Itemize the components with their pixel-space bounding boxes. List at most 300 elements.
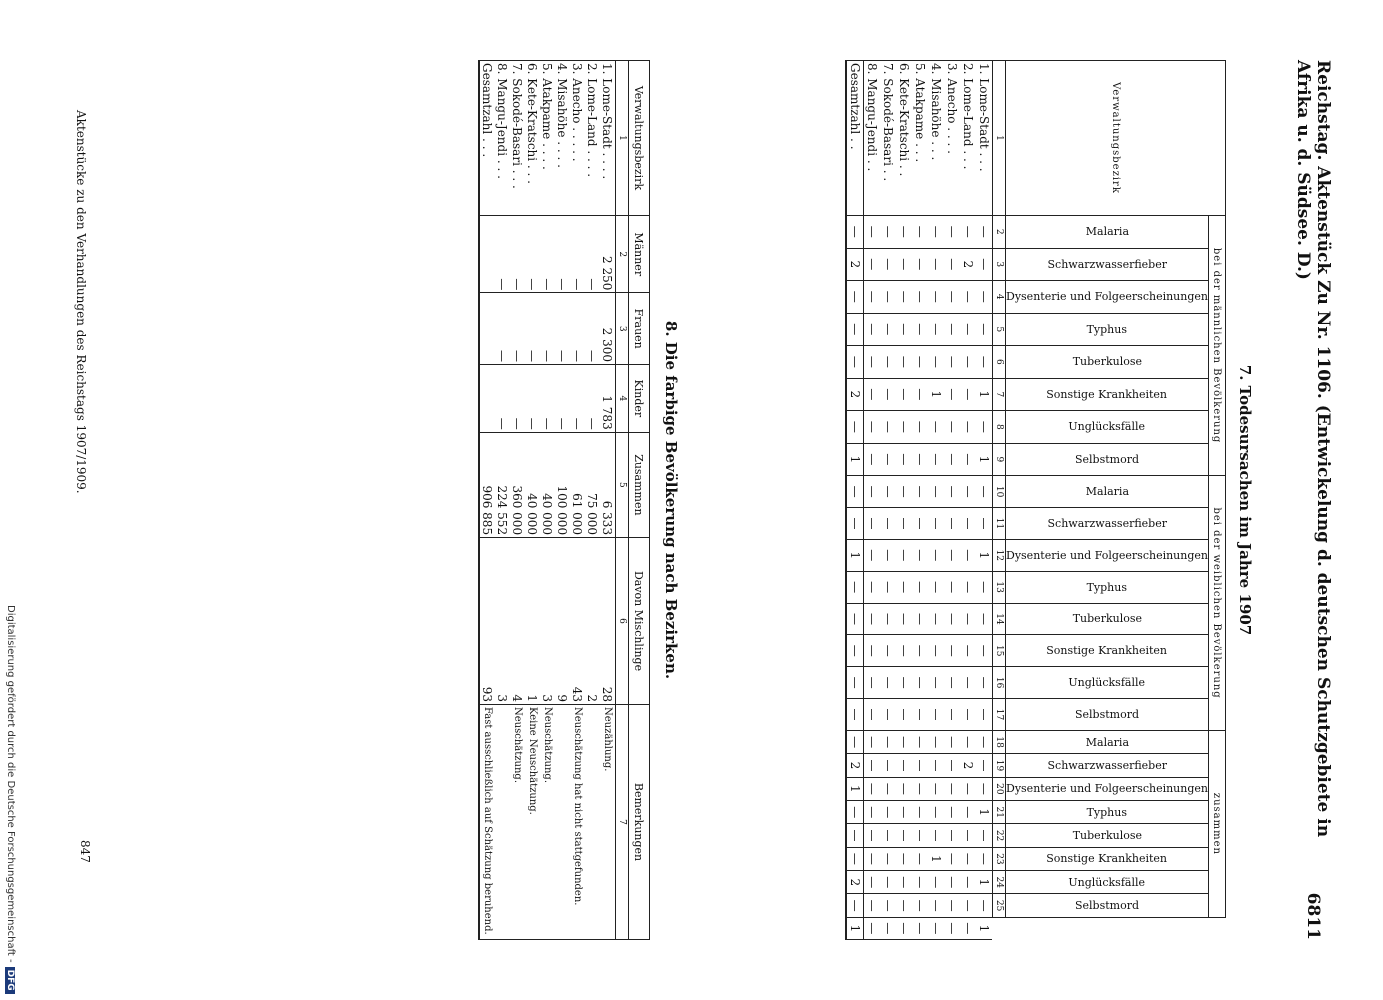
district-name: 4. Misahöhe . . . . <box>555 61 570 216</box>
cause-label: Unglücksfälle <box>1068 420 1146 434</box>
cell-value: — <box>864 754 881 777</box>
total-value: 40 000 <box>525 432 540 537</box>
group-female-header: bei der weiblichen Bevölkerung <box>1209 476 1226 731</box>
district-name: 8. Mangu-Jendi . . . <box>495 61 510 216</box>
cause-label: Typhus <box>1086 322 1128 336</box>
cell-value: — <box>864 603 881 635</box>
cell-value: — <box>846 824 864 847</box>
cause-header <box>1006 539 1209 571</box>
cell-value: — <box>896 777 912 800</box>
cell-value: — <box>846 346 864 379</box>
column-number: 11 <box>993 508 1006 540</box>
cell-value: — <box>896 508 912 540</box>
cell-value: 1 <box>976 443 993 476</box>
cell-value: — <box>880 754 896 777</box>
children-value: — <box>540 365 555 433</box>
cell-value: — <box>976 281 993 314</box>
cell-value: — <box>944 313 960 346</box>
mixed-value: 43 <box>570 538 585 705</box>
women-value: — <box>585 293 600 365</box>
cell-value: — <box>976 508 993 540</box>
district-name: 8. Mangu-Jendi . . <box>864 61 881 216</box>
cell-value: — <box>928 346 944 379</box>
cell-value: — <box>944 635 960 667</box>
cell-value: — <box>912 346 928 379</box>
total-value: 100 000 <box>555 432 570 537</box>
mixed-value: 9 <box>555 538 570 705</box>
cell-value: 2 <box>846 248 864 281</box>
children-value: — <box>495 365 510 433</box>
cell-value: — <box>928 508 944 540</box>
men-value: — <box>510 216 525 293</box>
cell-value: — <box>896 281 912 314</box>
total-row <box>479 61 495 940</box>
cell-value: — <box>912 443 928 476</box>
cell-value: — <box>928 411 944 444</box>
cause-header <box>1006 667 1209 699</box>
cause-header <box>1006 801 1209 824</box>
children-value: — <box>510 365 525 433</box>
cell-value: — <box>976 571 993 603</box>
cell-value: — <box>960 443 976 476</box>
cell-value: — <box>960 346 976 379</box>
table-row <box>960 61 976 940</box>
district-name: 7. Sokodé-Basari . . . <box>510 61 525 216</box>
children-value: — <box>555 365 570 433</box>
cell-value: — <box>960 571 976 603</box>
table-row <box>570 61 585 940</box>
cell-value: — <box>944 248 960 281</box>
table-row <box>864 61 881 940</box>
remark: Keine Neuschätzung. <box>525 705 540 940</box>
cell-value: — <box>912 281 928 314</box>
remark: Neuschätzung hat nicht stattgefunden. <box>570 705 585 940</box>
cell-value: — <box>960 281 976 314</box>
cell-value: — <box>928 539 944 571</box>
cell-value: — <box>928 667 944 699</box>
cell-value: — <box>944 699 960 731</box>
cell-value: — <box>960 476 976 508</box>
men-value: — <box>495 216 510 293</box>
cell-value: — <box>912 894 928 917</box>
column-header: Bemerkungen <box>629 705 650 940</box>
cell-value: — <box>880 667 896 699</box>
cell-value: 2 <box>960 248 976 281</box>
cell-value: — <box>864 411 881 444</box>
cell-value: — <box>896 216 912 249</box>
cell-value: 1 <box>976 917 993 939</box>
cell-value: — <box>976 346 993 379</box>
district-name: 5. Atakpame . . . <box>912 61 928 216</box>
children-value: — <box>525 365 540 433</box>
cell-value: — <box>960 699 976 731</box>
cell-value: — <box>864 313 881 346</box>
cause-label: Dysenterie und Folgeerscheinungen <box>1006 548 1208 562</box>
cell-value: 2 <box>846 378 864 411</box>
men-value: — <box>525 216 540 293</box>
cell-value: 1 <box>976 801 993 824</box>
total-row <box>846 61 864 940</box>
running-header <box>1293 60 1333 940</box>
cause-label: Sonstige Krankheiten <box>1046 852 1168 866</box>
cell-value: — <box>960 824 976 847</box>
cell-value: 2 <box>846 871 864 894</box>
column-number: 17 <box>993 699 1006 731</box>
column-number: 2 <box>993 216 1006 249</box>
cell-value: — <box>880 917 896 939</box>
cell-value: — <box>846 313 864 346</box>
children-value: 1 783 <box>600 365 616 433</box>
cell-value: — <box>880 871 896 894</box>
mixed-value: 3 <box>495 538 510 705</box>
cell-value: — <box>944 730 960 753</box>
cause-label: Tuberkulose <box>1072 355 1142 369</box>
column-number: 18 <box>993 730 1006 753</box>
district-name: 1. Lome-Stadt . . . . <box>600 61 616 216</box>
cell-value: — <box>976 476 993 508</box>
header-title: Reichstag. Aktenstück Zu Nr. 1106. (Entwickelung d. deutschen Schutzgebiete in Afrika u. d. Südsee. D.) <box>1293 60 1333 838</box>
district-name: 2. Lome-Land . . . <box>960 61 976 216</box>
mixed-value: 3 <box>540 538 555 705</box>
column-number: 5 <box>993 313 1006 346</box>
cell-value: — <box>976 754 993 777</box>
cell-value: — <box>912 411 928 444</box>
cell-value: — <box>928 443 944 476</box>
cause-label: Sonstige Krankheiten <box>1046 644 1168 658</box>
cell-value: — <box>880 216 896 249</box>
column-number: 6 <box>616 538 629 705</box>
women-value: — <box>540 293 555 365</box>
men-value: — <box>540 216 555 293</box>
cell-value: — <box>960 508 976 540</box>
cell-value: — <box>944 216 960 249</box>
district-name: 3. Anecho . . . . <box>944 61 960 216</box>
cell-value: — <box>896 476 912 508</box>
group-total-header: zusammen <box>1209 730 1226 917</box>
cause-label: Typhus <box>1086 580 1128 594</box>
table-row <box>525 61 540 940</box>
mixed-value: 28 <box>600 538 616 705</box>
cause-label: Malaria <box>1085 735 1129 749</box>
cell-value: — <box>912 824 928 847</box>
table-row <box>540 61 555 940</box>
cell-value: — <box>944 754 960 777</box>
cell-value: — <box>912 313 928 346</box>
cell-value: 1 <box>928 378 944 411</box>
district-name: Gesamtzahl . . . <box>479 61 495 216</box>
cell-value: — <box>896 603 912 635</box>
district-name: 7. Sokodé-Basari . . <box>880 61 896 216</box>
cell-value: — <box>976 603 993 635</box>
cell-value: — <box>944 539 960 571</box>
cell-value: 1 <box>846 917 864 939</box>
table8-title: 8. Die farbige Bevölkerung nach Bezirken. <box>662 320 680 680</box>
cell-value: — <box>944 508 960 540</box>
cell-value: — <box>912 539 928 571</box>
dfg-logo: DFG <box>5 967 15 994</box>
cell-value: — <box>976 824 993 847</box>
cell-value: — <box>944 824 960 847</box>
total-value: 61 000 <box>570 432 585 537</box>
cell-value: — <box>896 917 912 939</box>
cell-value: — <box>976 313 993 346</box>
cell-value: — <box>976 699 993 731</box>
cell-value: 1 <box>846 777 864 800</box>
cell-value: — <box>976 248 993 281</box>
cell-value: — <box>928 871 944 894</box>
cell-value: — <box>864 346 881 379</box>
death-causes-table <box>845 60 1226 940</box>
cell-value: — <box>864 635 881 667</box>
cell-value: — <box>864 777 881 800</box>
district-name: 3. Anecho . . . . . <box>570 61 585 216</box>
cell-value: — <box>864 730 881 753</box>
column-number: 6 <box>993 346 1006 379</box>
cell-value: — <box>928 281 944 314</box>
column-header: Davon Mischlinge <box>629 538 650 705</box>
column-number: 7 <box>616 705 629 940</box>
women-value <box>479 293 495 365</box>
cell-value: — <box>864 871 881 894</box>
cell-value: — <box>960 847 976 870</box>
cell-value: — <box>960 216 976 249</box>
footer-page-number: 847 <box>78 840 92 863</box>
cell-value: — <box>944 894 960 917</box>
column-number: 23 <box>993 847 1006 870</box>
table-row <box>928 61 944 940</box>
remark: Fast ausschließlich auf Schätzung beruhend. <box>479 705 495 940</box>
women-value: — <box>510 293 525 365</box>
cell-value: — <box>944 801 960 824</box>
cell-value: — <box>912 248 928 281</box>
cell-value: — <box>846 730 864 753</box>
cell-value: — <box>864 508 881 540</box>
mixed-value: 1 <box>525 538 540 705</box>
children-value: — <box>585 365 600 433</box>
footer-note: Aktenstücke zu den Verhandlungen des Reichstags 1907/1909. <box>74 110 88 494</box>
cell-value: — <box>928 476 944 508</box>
cell-value: — <box>912 847 928 870</box>
cell-value: — <box>928 894 944 917</box>
column-number: 5 <box>616 432 629 537</box>
cell-value: — <box>864 847 881 870</box>
total-value: 75 000 <box>585 432 600 537</box>
cell-value: — <box>896 248 912 281</box>
cell-value: — <box>880 378 896 411</box>
cell-value: — <box>960 777 976 800</box>
column-number: 20 <box>993 777 1006 800</box>
cell-value: — <box>896 667 912 699</box>
cell-value: — <box>960 313 976 346</box>
cell-value: — <box>880 730 896 753</box>
column-number: 7 <box>993 378 1006 411</box>
column-number: 1 <box>993 61 1006 216</box>
cause-label: Schwarzwasserfieber <box>1047 257 1167 271</box>
cell-value: — <box>896 871 912 894</box>
cell-value: — <box>880 508 896 540</box>
cell-value: — <box>846 699 864 731</box>
population-table <box>478 60 650 940</box>
cell-value: — <box>880 894 896 917</box>
cell-value: — <box>864 917 881 939</box>
cell-value: — <box>944 571 960 603</box>
cell-value: 2 <box>846 754 864 777</box>
column-number: 8 <box>993 411 1006 444</box>
cell-value: — <box>912 917 928 939</box>
cause-header <box>1006 730 1209 753</box>
cause-label: Selbstmord <box>1074 452 1140 466</box>
cell-value: — <box>928 730 944 753</box>
table-row <box>585 61 600 940</box>
remark: Neuschätzung. <box>540 705 555 940</box>
cell-value: — <box>960 539 976 571</box>
column-number: 16 <box>993 667 1006 699</box>
women-value: — <box>570 293 585 365</box>
cause-header <box>1006 635 1209 667</box>
cell-value: — <box>960 378 976 411</box>
table-row <box>912 61 928 940</box>
column-number: 19 <box>993 754 1006 777</box>
cause-header <box>1006 824 1209 847</box>
cell-value: — <box>864 539 881 571</box>
cell-value: 1 <box>976 539 993 571</box>
cell-value: — <box>976 777 993 800</box>
table-row <box>510 61 525 940</box>
cell-value: — <box>944 847 960 870</box>
cell-value: — <box>896 539 912 571</box>
men-value: — <box>555 216 570 293</box>
cell-value: — <box>912 801 928 824</box>
column-number: 1 <box>616 61 629 216</box>
cell-value: — <box>976 667 993 699</box>
cell-value: — <box>880 281 896 314</box>
total-value: 360 000 <box>510 432 525 537</box>
column-number: 14 <box>993 603 1006 635</box>
cell-value: — <box>928 777 944 800</box>
cause-label: Unglücksfälle <box>1068 875 1146 889</box>
cell-value: 1 <box>976 378 993 411</box>
cell-value: — <box>912 777 928 800</box>
total-value: 906 885 <box>479 432 495 537</box>
mixed-value: 4 <box>510 538 525 705</box>
cell-value: — <box>944 378 960 411</box>
cell-value: — <box>846 635 864 667</box>
cell-value: — <box>960 411 976 444</box>
cell-value: — <box>864 824 881 847</box>
table-row <box>600 61 616 940</box>
cell-value: — <box>960 894 976 917</box>
men-value <box>479 216 495 293</box>
cell-value: — <box>846 411 864 444</box>
cell-value: — <box>846 801 864 824</box>
cell-value: — <box>864 476 881 508</box>
mixed-value: 93 <box>479 538 495 705</box>
remark: Neuzählung. <box>600 705 616 940</box>
cell-value: — <box>864 443 881 476</box>
district-name: 5. Atakpame . . . . <box>540 61 555 216</box>
column-header: Kinder <box>629 365 650 433</box>
cell-value: — <box>928 635 944 667</box>
cell-value: — <box>960 667 976 699</box>
cause-header <box>1006 754 1209 777</box>
cell-value: — <box>928 571 944 603</box>
cell-value: — <box>928 603 944 635</box>
cell-value: — <box>944 777 960 800</box>
table-row <box>555 61 570 940</box>
cell-value: — <box>912 603 928 635</box>
column-header: Verwaltungsbezirk <box>629 61 650 216</box>
cell-value: — <box>976 894 993 917</box>
table-row <box>944 61 960 940</box>
cause-label: Selbstmord <box>1074 899 1140 913</box>
cell-value: — <box>896 824 912 847</box>
cell-value: — <box>880 248 896 281</box>
cell-value: — <box>864 571 881 603</box>
district-name: 4. Misahöhe . . . <box>928 61 944 216</box>
remark: Neuschätzung. <box>510 705 525 940</box>
cell-value: — <box>896 801 912 824</box>
cell-value: — <box>896 313 912 346</box>
cell-value: — <box>880 443 896 476</box>
cell-value: 2 <box>960 754 976 777</box>
cell-value: — <box>912 378 928 411</box>
column-header: Männer <box>629 216 650 293</box>
column-number: 9 <box>993 443 1006 476</box>
cell-value: — <box>846 603 864 635</box>
cell-value: — <box>976 730 993 753</box>
cell-value: — <box>896 411 912 444</box>
cell-value: — <box>864 894 881 917</box>
column-number: 3 <box>616 293 629 365</box>
cell-value: — <box>928 248 944 281</box>
cell-value: — <box>880 603 896 635</box>
cell-value: — <box>846 847 864 870</box>
district-name: Gesamtzahl . . <box>846 61 864 216</box>
cause-label: Malaria <box>1085 225 1129 239</box>
cell-value: — <box>880 777 896 800</box>
cell-value: — <box>960 917 976 939</box>
total-value: 40 000 <box>540 432 555 537</box>
cause-header <box>1006 571 1209 603</box>
cause-header <box>1006 216 1209 249</box>
cell-value: — <box>896 378 912 411</box>
cell-value: — <box>880 801 896 824</box>
cell-value: — <box>928 313 944 346</box>
cause-label: Schwarzwasserfieber <box>1047 516 1167 530</box>
cause-header <box>1006 313 1209 346</box>
rotated-page-content <box>40 60 1333 940</box>
cell-value: — <box>960 603 976 635</box>
cell-value: — <box>880 476 896 508</box>
cell-value: — <box>912 508 928 540</box>
remark <box>495 705 510 940</box>
column-number: 12 <box>993 539 1006 571</box>
cell-value: — <box>846 281 864 314</box>
cell-value: — <box>896 754 912 777</box>
district-name: 6. Kete-Kratschi . . <box>896 61 912 216</box>
table7-title: 7. Todesursachen im Jahre 1907 <box>1236 364 1254 636</box>
cell-value: — <box>960 871 976 894</box>
cause-header <box>1006 508 1209 540</box>
cause-header <box>1006 411 1209 444</box>
cause-header <box>1006 346 1209 379</box>
cell-value: — <box>846 508 864 540</box>
cause-label: Schwarzwasserfieber <box>1047 758 1167 772</box>
cause-header <box>1006 847 1209 870</box>
cell-value: — <box>944 281 960 314</box>
table-row <box>976 61 993 940</box>
cell-value: — <box>864 216 881 249</box>
